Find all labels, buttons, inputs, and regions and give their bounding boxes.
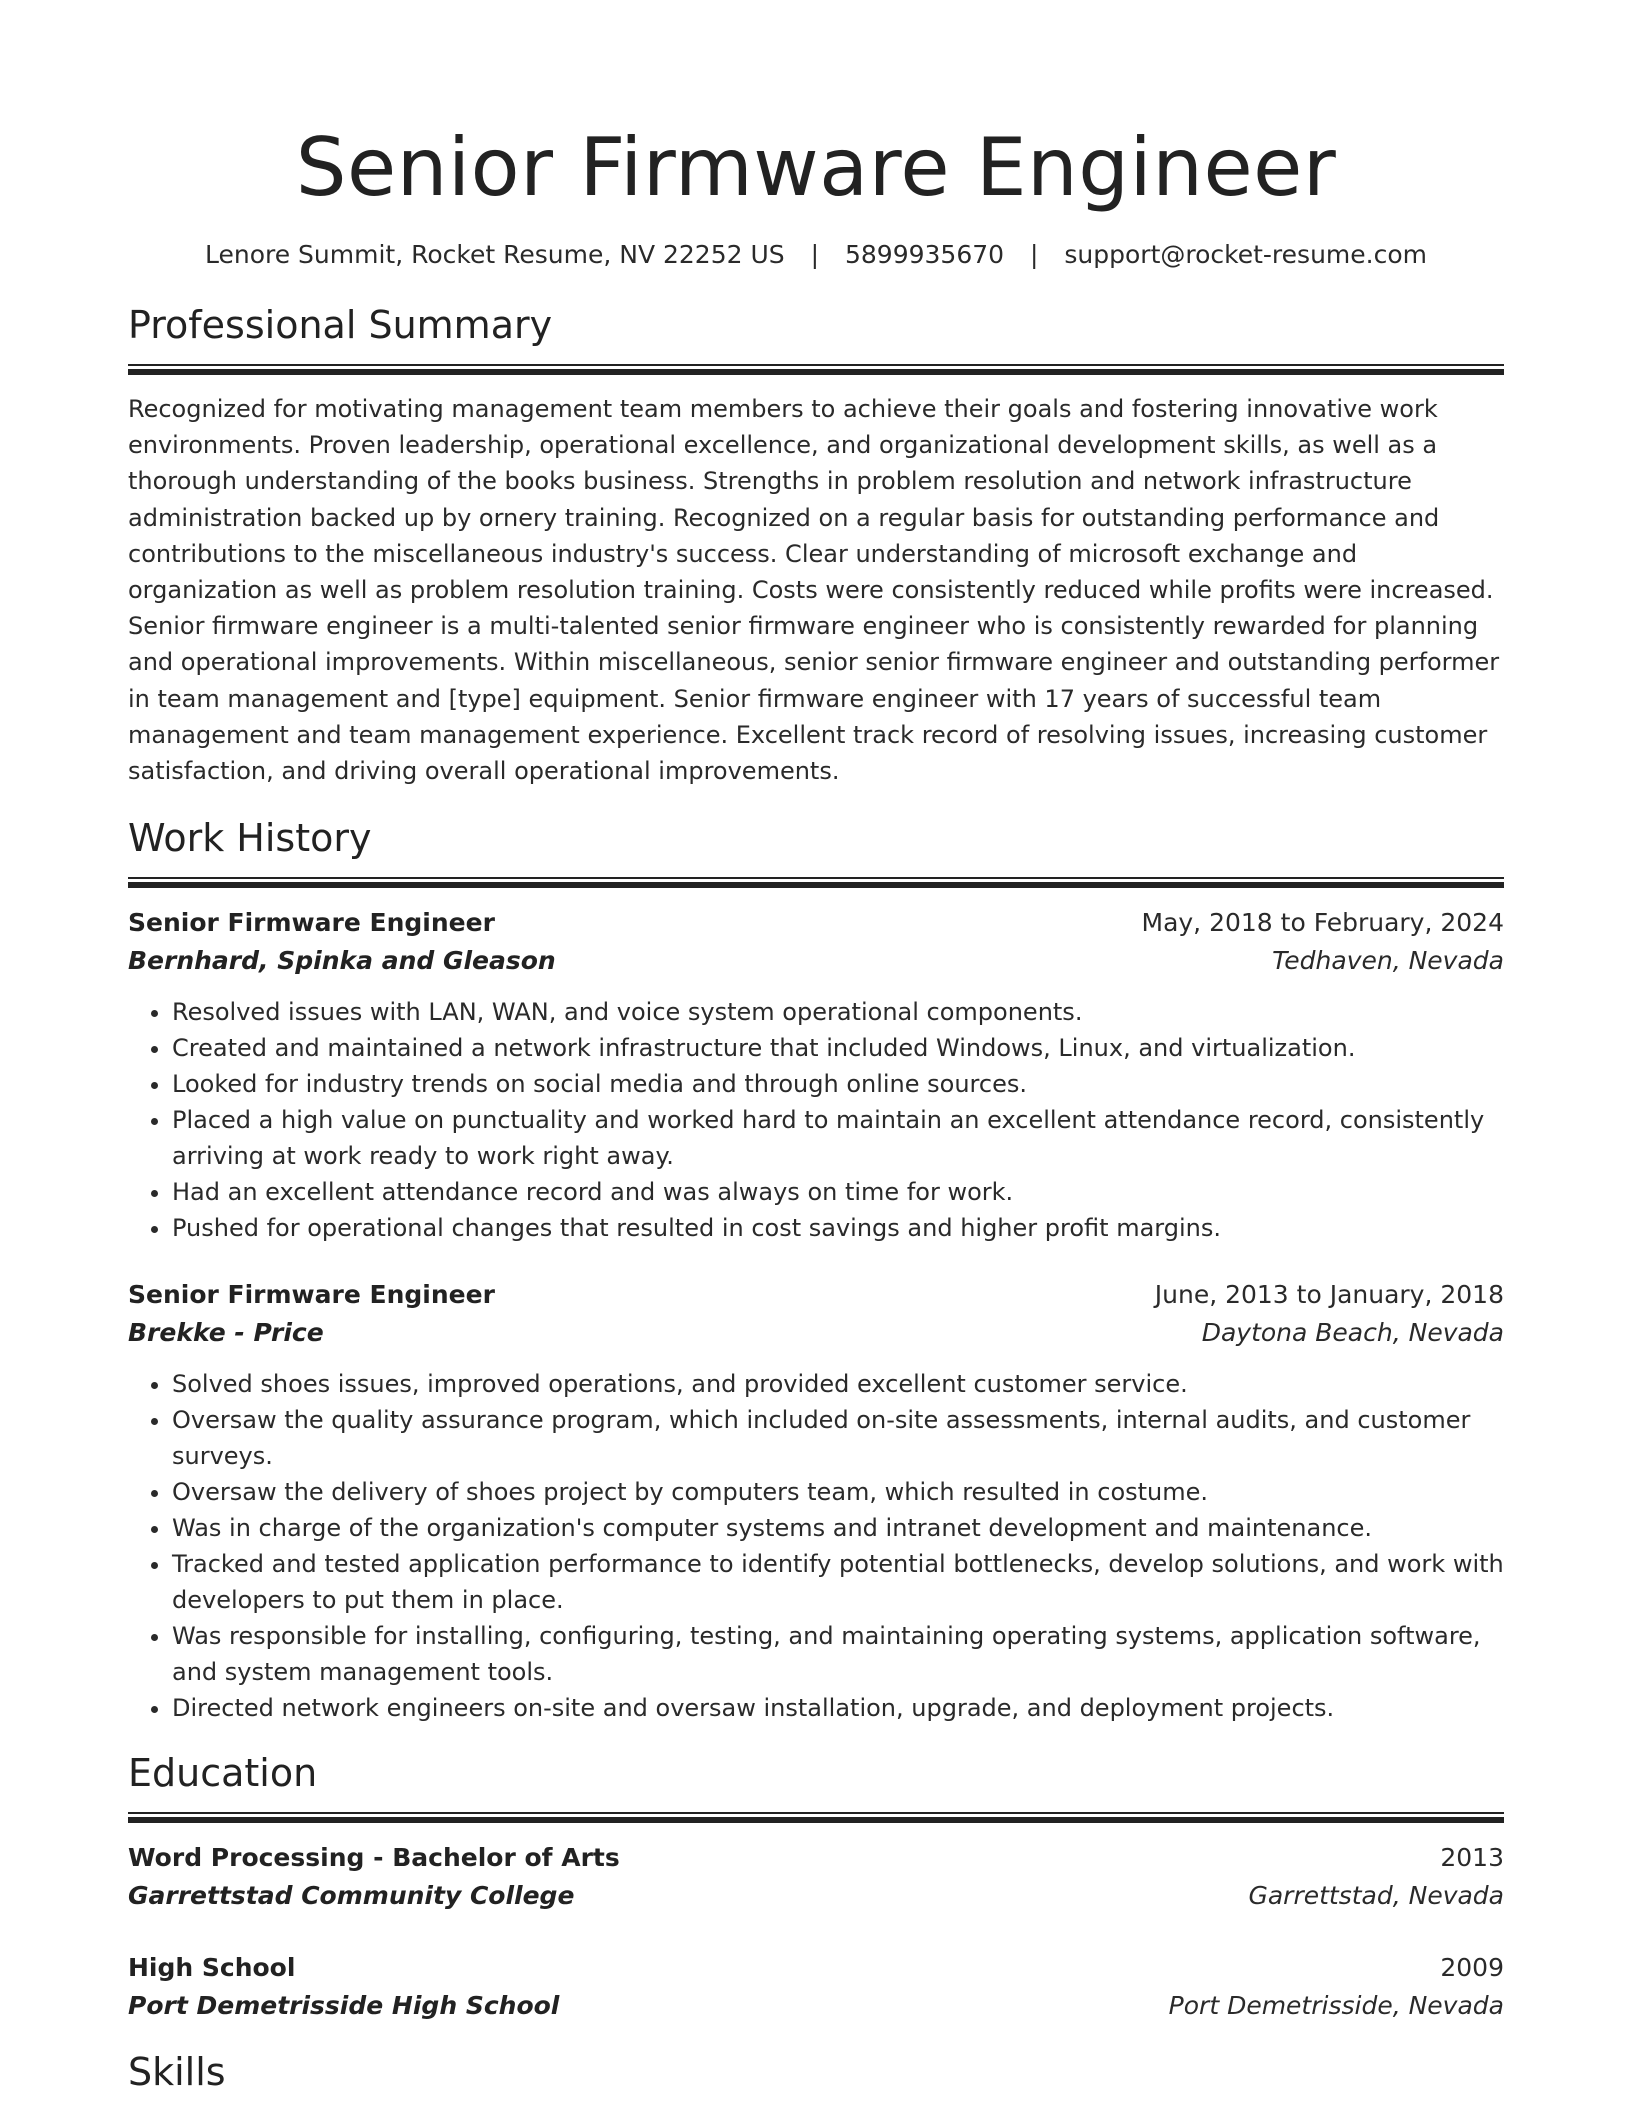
- contact-separator: |: [1030, 240, 1039, 269]
- job-company-row: [128, 1314, 1504, 1352]
- education-school: Garrettstad Community College: [128, 1881, 575, 1911]
- education-school-row: [128, 1877, 1504, 1915]
- section-divider: [128, 364, 1504, 375]
- summary-text: Recognized for motivating management team members to achieve their goals and fostering innovative work environments. Proven leadership, operational excellence, and organizational development skills, as well as a thorough understanding of the books business. Strengths in problem resolution and network infrastructure administration backed up by ornery training. Recognized on a regular basis for outstanding performance and contributions to the miscellaneous industry's success. Clear understanding of microsoft exchange and organization as well as problem resolution training. Costs were consistently reduced while profits were increased. Senior firmware engineer is a multi-talented senior firmware engineer who is consistently rewarded for planning and operational improvements. Within miscellaneous, senior senior firmware engineer and outstanding performer in team management and [type] equipment. Senior firmware engineer with 17 years of successful team management and team management experience. Excellent track record of resolving issues, increasing customer satisfaction, and driving overall operational improvements.: [128, 395, 1500, 786]
- job-title: Senior Firmware Engineer: [128, 908, 495, 938]
- summary-heading: Professional Summary: [128, 303, 553, 347]
- education-entry: [128, 1839, 1504, 1915]
- education-heading: Education: [128, 1751, 318, 1796]
- job-bullet: • Solved shoes issues, improved operations, and provided excellent customer service.: [172, 1366, 1504, 1402]
- job-header-row: [128, 1276, 1504, 1314]
- contact-separator: |: [810, 240, 820, 269]
- work-history-heading: Work History: [128, 816, 372, 861]
- education-school: Port Demetrisside High School: [128, 1991, 560, 2021]
- section-divider: [128, 1812, 1504, 1823]
- job-company: Brekke - Price: [128, 1318, 324, 1348]
- education-header-row: [128, 1949, 1504, 1987]
- job-entry: [128, 1276, 1504, 1726]
- section-divider: [128, 877, 1504, 888]
- education-degree: Word Processing - Bachelor of Arts: [128, 1843, 620, 1873]
- job-bullet: • Had an excellent attendance record and was always on time for work.: [172, 1174, 1504, 1210]
- job-company-row: [128, 942, 1504, 980]
- education-header-row: [128, 1839, 1504, 1877]
- education-school-row: [128, 1987, 1504, 2025]
- summary-section: [128, 300, 1504, 789]
- job-dates: May, 2018 to February, 2024: [1141, 908, 1504, 938]
- education-location: Port Demetrisside, Nevada: [1168, 1991, 1504, 2021]
- job-bullet: • Created and maintained a network infrastructure that included Windows, Linux, and virtualization.: [172, 1030, 1504, 1066]
- job-bullet-list: [128, 994, 1504, 1246]
- job-bullet: • Resolved issues with LAN, WAN, and voice system operational components.: [172, 994, 1504, 1030]
- job-bullet: • Was responsible for installing, configuring, testing, and maintaining operating systems, application software, and system management tools.: [172, 1618, 1504, 1690]
- education-section: [128, 1748, 1504, 2025]
- education-location: Garrettstad, Nevada: [1248, 1881, 1504, 1911]
- job-bullet: • Placed a high value on punctuality and worked hard to maintain an excellent attendance record, consistently arriving at work ready to work right away.: [172, 1102, 1504, 1174]
- education-year: 2009: [1440, 1953, 1504, 1983]
- job-bullet: • Looked for industry trends on social media and through online sources.: [172, 1066, 1504, 1102]
- job-location: Daytona Beach, Nevada: [1201, 1318, 1504, 1348]
- education-year: 2013: [1440, 1843, 1504, 1873]
- contact-line: [128, 238, 1504, 272]
- job-bullet: • Tracked and tested application performance to identify potential bottlenecks, develop solutions, and work with developers to put them in place.: [172, 1546, 1504, 1618]
- contact-address: Lenore Summit, Rocket Resume, NV 22252 US: [204, 240, 785, 269]
- job-bullet: • Oversaw the delivery of shoes project by computers team, which resulted in costume.: [172, 1474, 1504, 1510]
- job-company: Bernhard, Spinka and Gleason: [128, 946, 556, 976]
- job-entry: [128, 904, 1504, 1246]
- job-bullet: • Was in charge of the organization's computer systems and intranet development and maintenance.: [172, 1510, 1504, 1546]
- job-bullet: • Directed network engineers on-site and oversaw installation, upgrade, and deployment projects.: [172, 1690, 1504, 1726]
- job-location: Tedhaven, Nevada: [1272, 946, 1504, 976]
- education-degree: High School: [128, 1953, 296, 1983]
- education-entry: [128, 1949, 1504, 2025]
- skills-heading: Skills: [128, 2050, 226, 2095]
- job-title: Senior Firmware Engineer: [128, 1280, 495, 1310]
- job-bullet: • Oversaw the quality assurance program, which included on-site assessments, internal audits, and customer surveys.: [172, 1402, 1504, 1474]
- job-bullet: • Pushed for operational changes that resulted in cost savings and higher profit margins.: [172, 1210, 1504, 1246]
- contact-email: support@rocket-resume.com: [1064, 240, 1427, 269]
- job-dates: June, 2013 to January, 2018: [1154, 1280, 1504, 1310]
- work-history-section: [128, 813, 1504, 1726]
- resume-title: Senior Firmware Engineer: [295, 121, 1337, 214]
- skills-section: [128, 2047, 1504, 2097]
- contact-phone: 5899935670: [844, 240, 1005, 269]
- job-bullet-list: [128, 1366, 1504, 1726]
- job-header-row: [128, 904, 1504, 942]
